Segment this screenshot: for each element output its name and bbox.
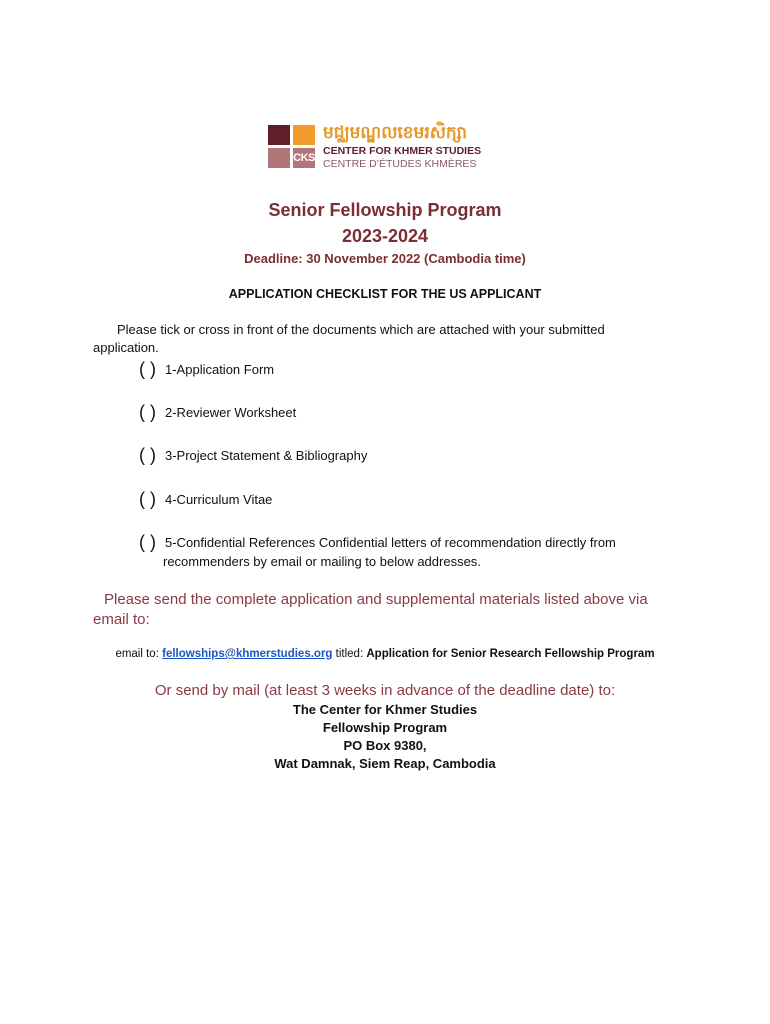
checkbox-parens[interactable]: ( ) xyxy=(139,489,156,509)
checklist-label: 3-Project Statement & Bibliography xyxy=(165,448,368,463)
checklist-item[interactable] xyxy=(139,360,669,379)
address-line: Fellowship Program xyxy=(322,720,448,735)
address-line: PO Box 9380, xyxy=(343,738,427,753)
checklist-item[interactable] xyxy=(139,403,669,422)
checklist-label: 2-Reviewer Worksheet xyxy=(165,405,297,420)
logo-square-orange xyxy=(293,125,315,145)
logo-square-dark xyxy=(268,125,290,145)
logo-cks-text: CKS xyxy=(293,152,315,164)
checklist-label: 4-Curriculum Vitae xyxy=(165,492,273,507)
titled-prefix: titled: xyxy=(335,648,364,660)
checkbox-parens[interactable]: ( ) xyxy=(139,445,156,465)
checklist-label-continuation: recommenders by email or mailing to below addresses. xyxy=(163,554,481,569)
cks-logo xyxy=(268,122,508,170)
email-line xyxy=(100,646,670,663)
logo-khmer-name: មជ្ឈមណ្ឌលខេមរសិក្សា xyxy=(323,123,467,142)
checklist-item[interactable] xyxy=(139,533,669,571)
email-subject: Application for Senior Research Fellowship Program xyxy=(366,648,655,660)
mail-instructions: Or send by mail (at least 3 weeks in advance of the deadline date) to: xyxy=(154,682,616,699)
checklist-item[interactable] xyxy=(139,490,669,509)
checklist-item[interactable] xyxy=(139,446,669,465)
checklist-label: 1-Application Form xyxy=(165,362,275,377)
email-link[interactable]: fellowships@khmerstudies.org xyxy=(162,648,333,660)
logo-french-name: CENTRE D’ÉTUDES KHMÈRES xyxy=(323,158,477,170)
address-line: Wat Damnak, Siem Reap, Cambodia xyxy=(274,756,496,771)
program-years: 2023-2024 xyxy=(341,226,429,246)
checkbox-parens[interactable]: ( ) xyxy=(139,532,156,552)
logo-english-name: CENTER FOR KHMER STUDIES xyxy=(323,145,482,157)
email-prefix: email to: xyxy=(115,648,159,660)
address-line: The Center for Khmer Studies xyxy=(292,702,478,717)
logo-square-mauve xyxy=(268,148,290,168)
checkbox-parens[interactable]: ( ) xyxy=(139,359,156,379)
checklist-heading: APPLICATION CHECKLIST FOR THE US APPLICANT xyxy=(228,287,542,301)
page-title: Senior Fellowship Program xyxy=(268,200,502,220)
deadline: Deadline: 30 November 2022 (Cambodia time) xyxy=(244,251,526,266)
send-instructions: Please send the complete application and supplemental materials listed above via email to: xyxy=(93,591,648,628)
checklist-label: 5-Confidential References Confidential letters of recommendation directly from xyxy=(165,535,616,550)
checkbox-parens[interactable]: ( ) xyxy=(139,402,156,422)
intro-text: Please tick or cross in front of the documents which are attached with your submitted application. xyxy=(93,322,605,355)
